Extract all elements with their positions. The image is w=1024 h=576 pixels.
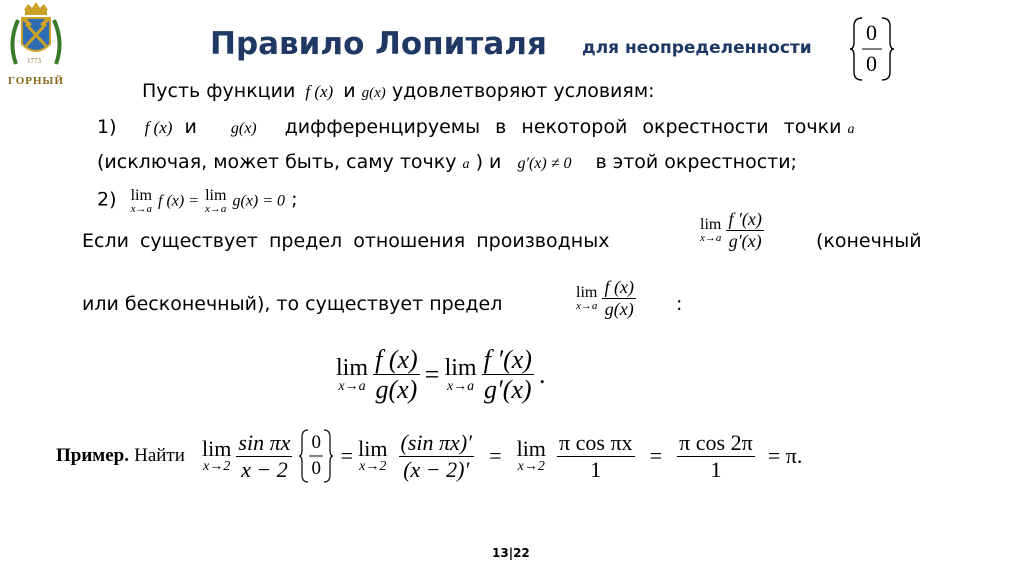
main-frac-2-den: g′(x) [484, 375, 532, 405]
indeterminate-form [850, 16, 894, 82]
logo-year: 1773 [27, 57, 41, 65]
ratio-deriv-lim [700, 216, 721, 244]
cond1-text: дифференцируемы в некоторой окрестности точки [284, 116, 842, 138]
cond1-and: и [184, 116, 197, 138]
intro-text-2: и [343, 80, 356, 102]
cond1-a: a [847, 122, 855, 137]
ratio-func-num: f (x) [604, 277, 634, 297]
condition-1-line-1 [97, 116, 949, 138]
ex-lim-2 [358, 438, 387, 474]
ex-frac-3-den: 1 [590, 456, 602, 482]
ex-lim-word-1: lim [201, 436, 232, 461]
ex-frac-1-num: sin πx [238, 430, 291, 456]
main-lim-1 [336, 356, 368, 394]
if-line-1: Если существует предел отношения производных [82, 230, 610, 252]
cond1-number: 1) [97, 116, 117, 138]
ratio-func-frac [602, 278, 635, 319]
indet-numerator: 0 [866, 20, 877, 45]
if-line-2: или бесконечный), то существует предел [82, 293, 503, 315]
cond2-lim-2 [205, 185, 226, 215]
cond1-line2c: в этой окрестности; [595, 151, 797, 173]
cond2-lim-word-2: lim [205, 187, 227, 204]
ex-indet-num: 0 [311, 432, 321, 453]
example-find: Найти [134, 445, 185, 466]
main-lim-sub-2: x→a [446, 378, 475, 394]
example-label: Пример. [56, 445, 129, 466]
intro-f: f (x) [305, 82, 334, 101]
ex-frac-1 [236, 431, 292, 480]
ratio-deriv-num: f ′(x) [728, 209, 762, 229]
ex-frac-4-num: π cos 2π [679, 430, 753, 456]
main-dot: . [539, 359, 546, 389]
indet-denominator: 0 [866, 51, 877, 76]
ratio-derivatives [700, 210, 764, 251]
ex-eq-3: = [649, 443, 663, 468]
main-frac-2-num: f ′(x) [483, 345, 532, 374]
ratio-func-lim [576, 284, 597, 312]
ratio-func-den: g(x) [604, 298, 634, 319]
intro-text-3: удовлетворяют условиям: [391, 80, 655, 102]
ex-lim-sub-2: x→2 [359, 459, 387, 474]
cond2-lim-sub-1: x→a [130, 203, 152, 215]
main-formula [336, 346, 546, 404]
cond1-gprime: g′(x) ≠ 0 [517, 155, 572, 172]
main-lim-word-2: lim [444, 354, 477, 381]
intro-g: g(x) [361, 85, 386, 101]
if-line-2-colon: : [676, 293, 683, 315]
condition-2-line [97, 185, 298, 215]
ratio-func-lim-sub: x→a [576, 300, 598, 313]
cond2-g: g(x) = 0 [232, 192, 286, 210]
main-frac-2 [482, 346, 534, 404]
ex-frac-2-num: (sin πx)′ [400, 430, 472, 456]
ex-eq-2: = [489, 443, 502, 468]
ratio-functions [576, 278, 636, 319]
cond1-line2a: (исключая, может быть, саму точку [97, 151, 457, 173]
cond2-lim-word-1: lim [130, 187, 152, 204]
intro-line [142, 80, 655, 102]
cond2-lim-1 [131, 185, 152, 215]
ratio-deriv-den: g′(x) [728, 230, 762, 251]
ex-eq-1: = [340, 443, 353, 468]
cond1-f: f (x) [144, 118, 173, 137]
cond2-tail: ; [291, 188, 298, 211]
condition-1-line-2 [97, 151, 797, 173]
cond1-line2b: ) и [475, 151, 502, 173]
main-eq: = [424, 359, 440, 389]
ex-frac-1-den: x − 2 [241, 456, 288, 482]
university-logo [6, 2, 66, 72]
ex-frac-2-den: (x − 2)′ [403, 456, 470, 482]
ex-frac-3 [557, 431, 635, 480]
page-subtitle: для неопределенности [582, 38, 812, 58]
ex-eq-4: = π. [767, 443, 803, 468]
ratio-deriv-lim-sub: x→a [700, 232, 722, 245]
cond2-f: f (x) = [158, 192, 199, 210]
main-lim-sub-1: x→a [338, 378, 366, 394]
cond2-lim-sub-2: x→a [205, 203, 227, 215]
main-frac-1-den: g(x) [375, 375, 418, 405]
logo-caption: ГОРНЫЙ [8, 75, 64, 87]
ex-lim-sub-3: x→2 [517, 459, 545, 474]
main-frac-1-num: f (x) [375, 345, 418, 374]
cond1-g: g(x) [230, 120, 257, 137]
ratio-deriv-lim-word: lim [700, 216, 722, 234]
ex-frac-4-den: 1 [710, 456, 722, 482]
ex-indet-den: 0 [311, 458, 321, 479]
ex-frac-3-num: π cos πx [559, 430, 633, 456]
ex-lim-3 [517, 438, 546, 474]
ratio-func-lim-word: lim [576, 284, 598, 302]
example-line [56, 428, 802, 484]
main-frac-1 [373, 346, 420, 404]
intro-text-1: Пусть функции [142, 80, 296, 102]
ex-lim-sub-1: x→2 [203, 459, 231, 474]
ratio-deriv-frac [726, 210, 763, 251]
cond2-number: 2) [97, 188, 117, 211]
ex-frac-2 [399, 431, 474, 480]
main-lim-2 [445, 356, 477, 394]
cond1-a2: a [462, 157, 470, 172]
main-lim-word-1: lim [336, 354, 369, 381]
ex-indeterminate [299, 428, 333, 484]
if-line-1-end: (конечный [816, 230, 922, 252]
page-number: 13|22 [492, 546, 530, 560]
ex-frac-4 [677, 431, 755, 480]
ex-lim-word-3: lim [516, 436, 546, 461]
ex-lim-word-2: lim [358, 436, 388, 461]
page-title: Правило Лопиталя [210, 26, 547, 62]
ex-lim-1 [202, 438, 231, 474]
